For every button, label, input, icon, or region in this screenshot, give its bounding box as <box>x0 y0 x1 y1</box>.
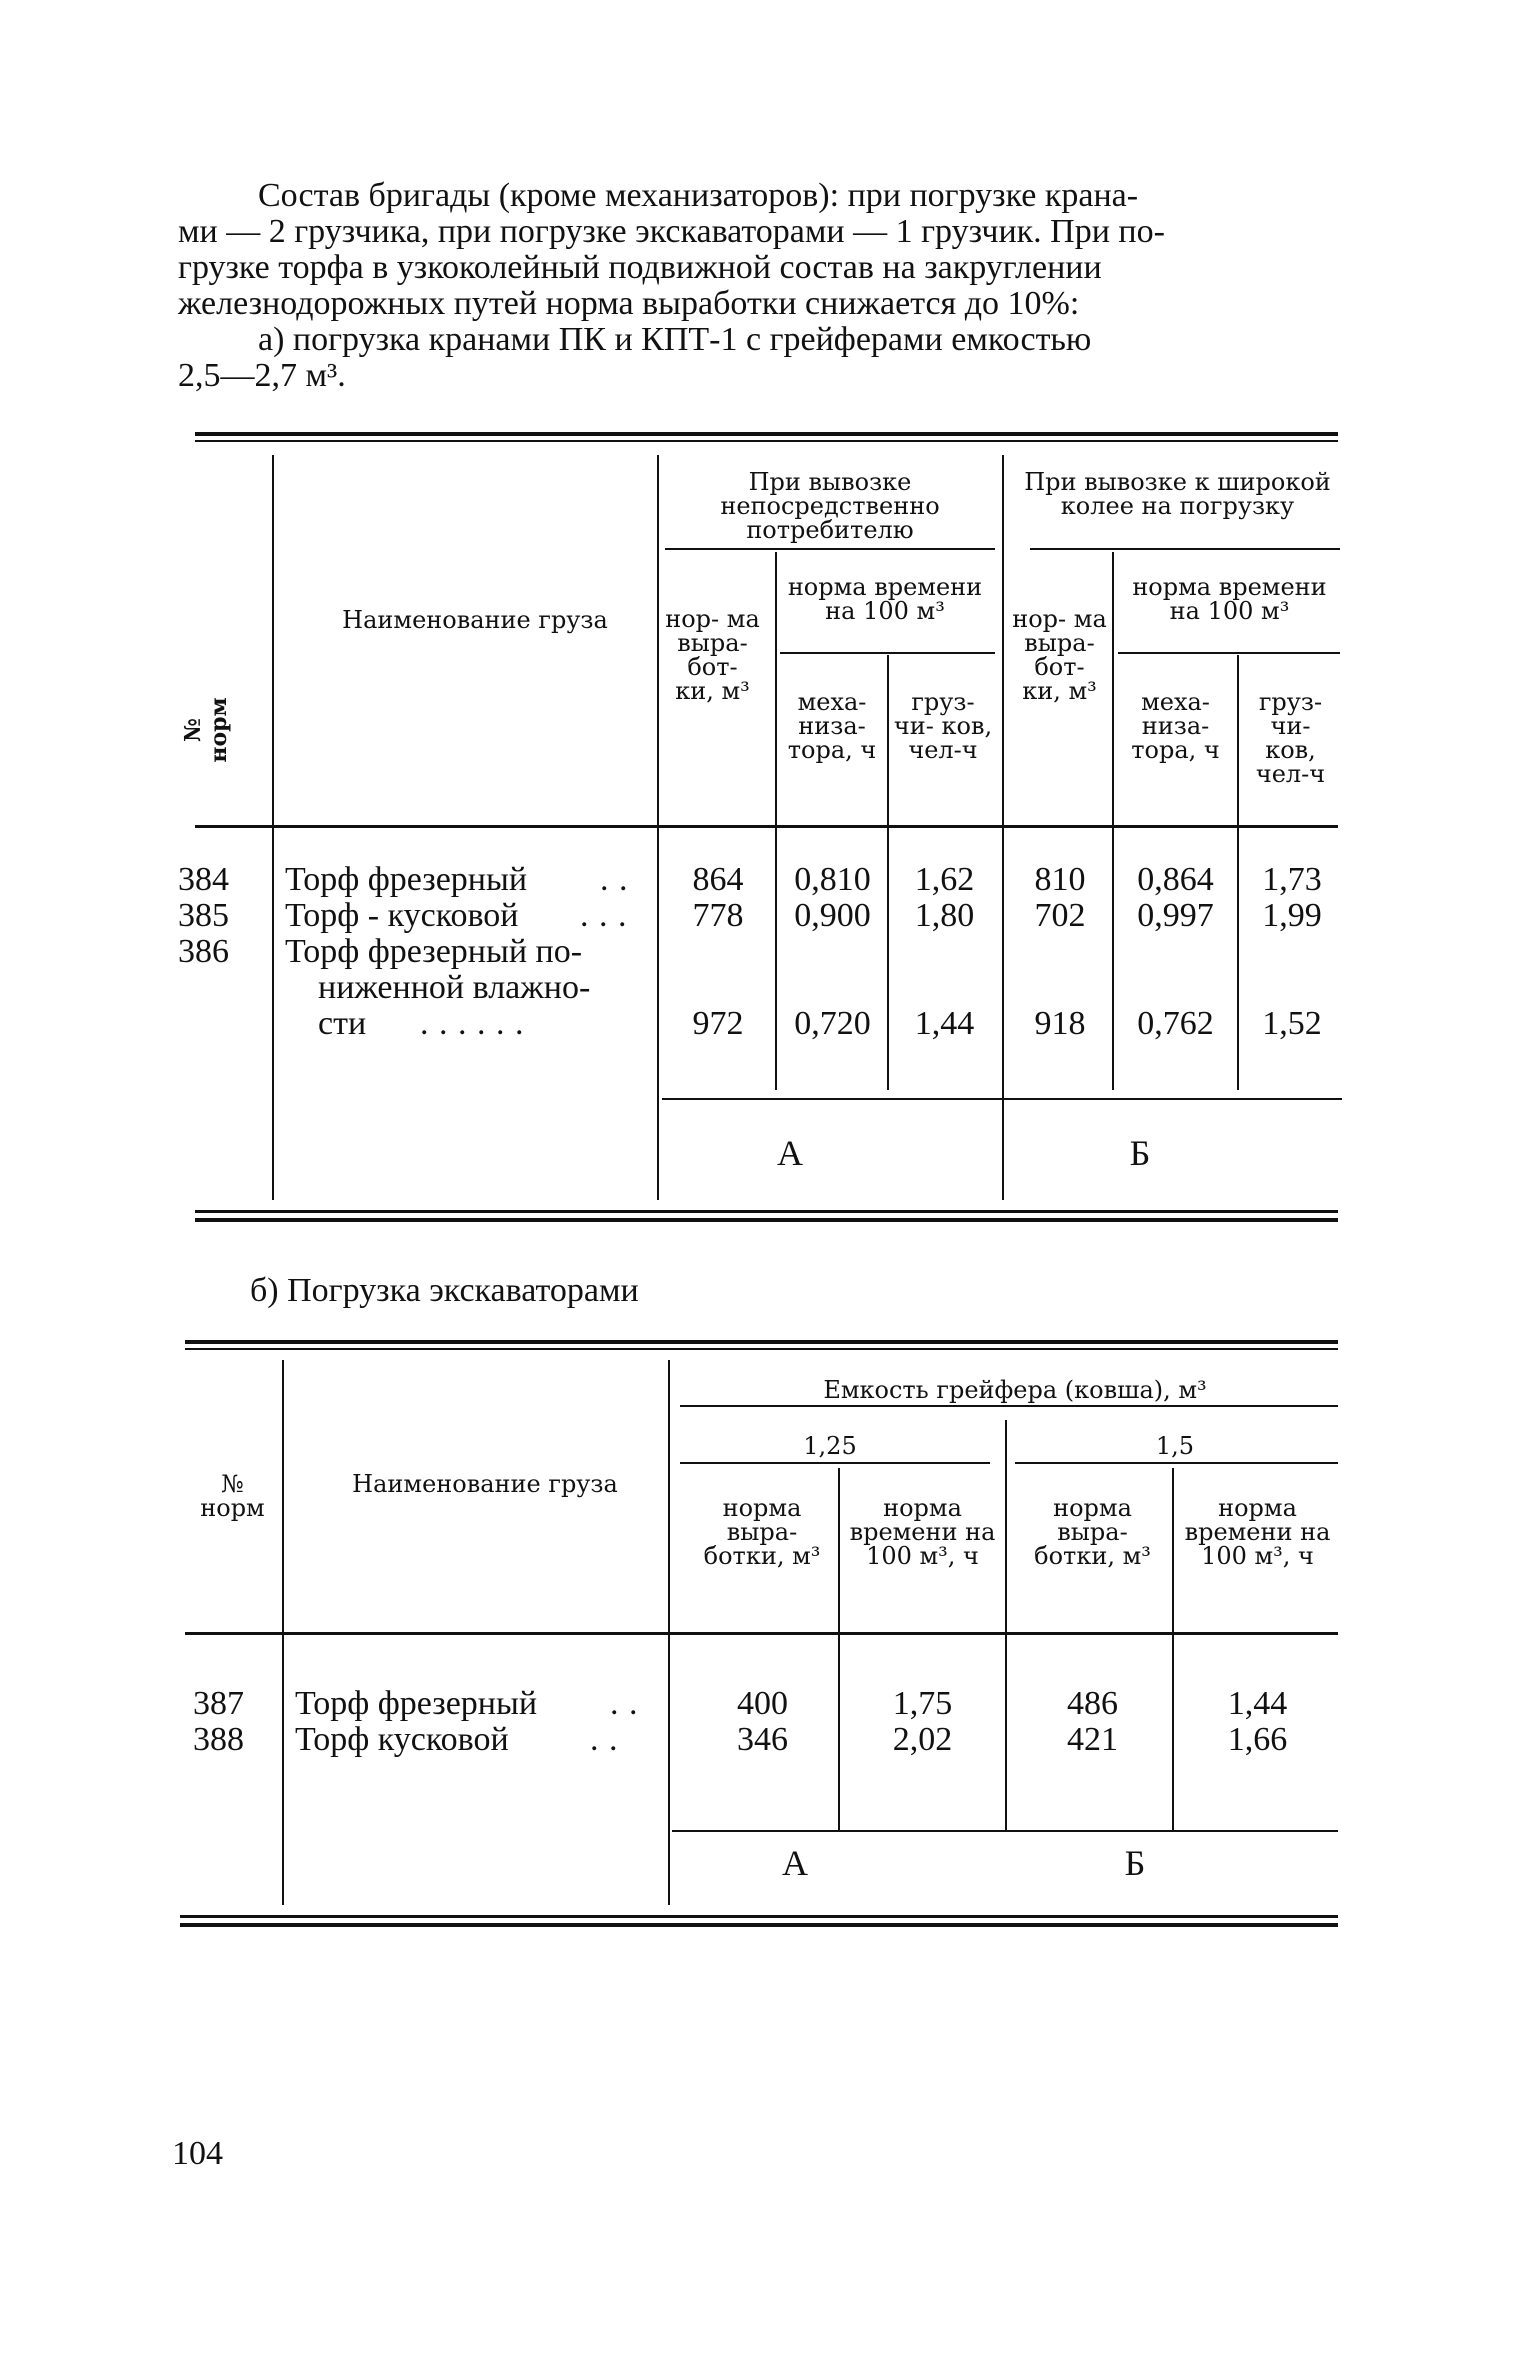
value-cell: 0,900 <box>794 897 871 934</box>
col-name-header: Наименование груза <box>352 1470 618 1498</box>
leader-dots: . . <box>600 861 629 898</box>
table-b-top-rule <box>185 1340 1338 1344</box>
value-cell: 421 <box>1067 1721 1118 1758</box>
value-cell: 0,864 <box>1137 861 1214 898</box>
value-cell: 1,99 <box>1262 897 1322 934</box>
value-cell: 702 <box>1034 897 1086 934</box>
value-cell: 918 <box>1034 1005 1086 1042</box>
page-number: 104 <box>172 2135 223 2172</box>
section-label-b: Б <box>1124 1843 1146 1883</box>
table-b-top-rule <box>185 1348 1338 1350</box>
cargo-name: Торф фрезерный по- <box>285 933 583 970</box>
group-b-header: При вывозке к широкой колее на погрузку <box>1024 468 1331 520</box>
loaders-header: груз- чи- ков, чел-ч <box>893 688 993 764</box>
table-b-bottom-rule <box>180 1923 1338 1927</box>
value-cell: 486 <box>1067 1685 1118 1722</box>
cargo-name: сти <box>318 1005 367 1042</box>
value-cell: 1,73 <box>1262 861 1322 898</box>
divider <box>1237 655 1239 1090</box>
norm-output-header: норма выра- ботки, м³ <box>1034 1494 1151 1570</box>
table-b-header-rule <box>185 1632 1338 1635</box>
divider <box>665 548 995 550</box>
col-no-header: № норм <box>200 1470 265 1522</box>
leader-dots: . . . . . . <box>420 1005 525 1042</box>
table-a-header-rule <box>195 825 1338 828</box>
divider <box>1118 652 1340 654</box>
table-a-bottom-rule <box>195 1210 1338 1213</box>
norm-number: 385 <box>178 897 229 934</box>
intro-line: грузке торфа в узкоколейный подвижной состав на закруглении <box>178 249 1102 286</box>
value-cell: 1,62 <box>914 861 975 898</box>
value-cell: 778 <box>692 897 744 934</box>
intro-line: ми — 2 грузчика, при погрузке экскаваторами — 1 грузчик. При по- <box>178 213 1165 250</box>
leader-dots: . . <box>610 1685 639 1722</box>
section-label-b: Б <box>1129 1133 1151 1173</box>
value-cell: 0,810 <box>794 861 871 898</box>
norm-output-header: нор- ма выра- бот- ки, м³ <box>1012 605 1107 705</box>
col-name-header: Наименование груза <box>342 606 608 634</box>
norm-number: 386 <box>178 933 229 970</box>
group-a-header: При вывозке непосредственно потребителю <box>720 468 940 544</box>
value-cell: 1,44 <box>914 1005 975 1042</box>
mech-header: меха- низа- тора, ч <box>1131 688 1220 764</box>
value-cell: 0,720 <box>794 1005 871 1042</box>
intro-line: Состав бригады (кроме механизаторов): при погрузке крана- <box>258 177 1139 214</box>
value-cell: 1,80 <box>914 897 975 934</box>
value-cell: 1,44 <box>1227 1685 1288 1722</box>
divider <box>680 1462 990 1464</box>
item-a-line: 2,5—2,7 м³. <box>178 357 346 394</box>
leader-dots: . . <box>590 1721 619 1758</box>
value-cell: 2,02 <box>892 1721 953 1758</box>
norm-number: 387 <box>193 1685 244 1722</box>
norm-time-header: норма времени на 100 м³ <box>1132 573 1327 625</box>
divider <box>1112 552 1114 1090</box>
intro-line: железнодорожных путей норма выработки снижается до 10%: <box>178 285 1080 322</box>
divider <box>662 1098 1342 1100</box>
cargo-name: ниженной влажно- <box>318 969 591 1006</box>
cargo-name: Торф кусковой <box>295 1721 509 1758</box>
norm-number: 388 <box>193 1721 244 1758</box>
item-a-line: а) погрузка кранами ПК и КПТ-1 с грейферами емкостью <box>258 321 1092 358</box>
cargo-name: Торф фрезерный <box>295 1685 538 1722</box>
divider <box>680 1405 1338 1407</box>
divider <box>1005 1420 1007 1830</box>
norm-time-header: норма времени на 100 м³ <box>787 573 983 625</box>
cargo-name: Торф - кусковой <box>285 897 519 934</box>
value-cell: 346 <box>737 1721 788 1758</box>
col-no-header: № норм <box>180 697 232 763</box>
table-a-bottom-rule <box>195 1218 1338 1222</box>
leader-dots: . . . <box>580 897 628 934</box>
divider <box>672 1830 1338 1832</box>
value-cell: 864 <box>692 861 744 898</box>
table-a-top-rule <box>195 440 1338 442</box>
value-cell: 1,75 <box>892 1685 953 1722</box>
table-a-top-rule <box>195 432 1338 436</box>
norm-time-header: норма времени на 100 м³, ч <box>849 1494 996 1570</box>
divider <box>1015 1462 1338 1464</box>
divider <box>780 652 995 654</box>
cargo-name: Торф фрезерный <box>285 861 528 898</box>
section-subtitle: б) Погрузка экскаваторами <box>250 1272 639 1309</box>
divider <box>887 655 889 1090</box>
intro-text <box>178 178 1348 394</box>
norm-number: 384 <box>178 861 229 898</box>
divider <box>838 1468 840 1830</box>
section-label-a: А <box>782 1843 808 1883</box>
divider <box>1030 548 1340 550</box>
value-cell: 0,762 <box>1137 1005 1214 1042</box>
value-cell: 972 <box>692 1005 744 1042</box>
value-cell: 810 <box>1034 861 1086 898</box>
value-cell: 1,66 <box>1227 1721 1288 1758</box>
norm-output-header: норма выра- ботки, м³ <box>703 1494 821 1570</box>
value-cell: 0,997 <box>1137 897 1214 934</box>
capacity-value: 1,25 <box>803 1432 857 1460</box>
loaders-header: груз- чи- ков, чел-ч <box>1255 688 1326 788</box>
value-cell: 400 <box>737 1685 788 1722</box>
divider <box>1172 1468 1174 1830</box>
norm-output-header: нор- ма выра- бот- ки, м³ <box>665 605 760 705</box>
capacity-value: 1,5 <box>1155 1432 1195 1460</box>
divider <box>775 552 777 1090</box>
mech-header: меха- низа- тора, ч <box>787 688 877 764</box>
section-label-a: А <box>777 1133 803 1173</box>
norm-time-header: норма времени на 100 м³, ч <box>1184 1494 1331 1570</box>
bucket-capacity-header: Емкость грейфера (ковша), м³ <box>823 1376 1207 1404</box>
value-cell: 1,52 <box>1262 1005 1322 1042</box>
table-b-bottom-rule <box>180 1915 1338 1918</box>
